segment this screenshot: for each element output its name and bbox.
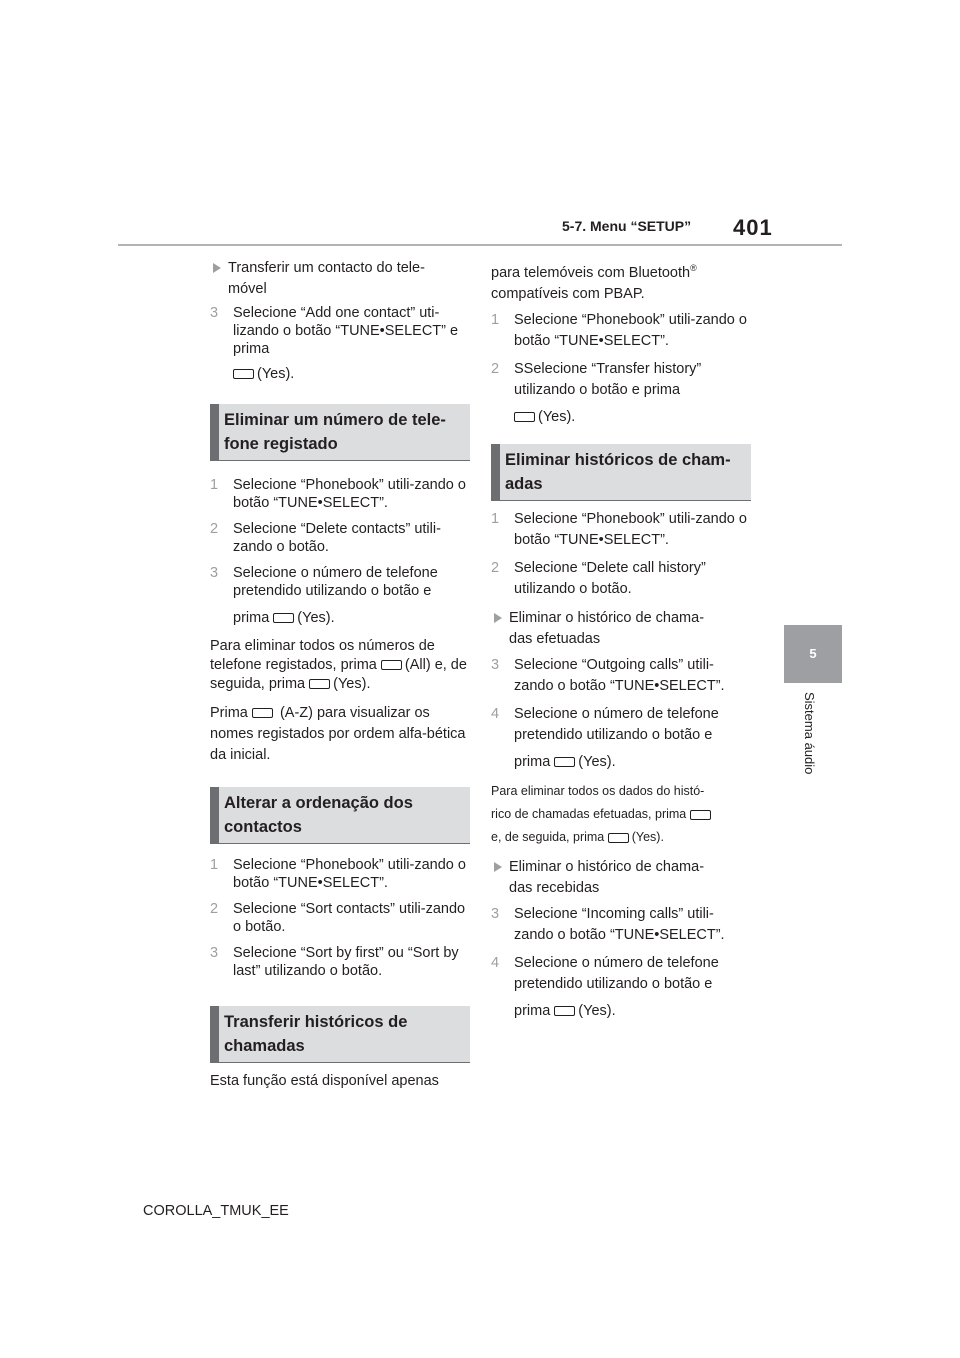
step-number: 1 [491,311,500,328]
az-button-icon [252,708,273,718]
paragraph-transfer-history: Esta função está disponível apenas [210,1073,439,1089]
step: 2 Selecione “Delete call history” utilizando o botão. [491,559,706,597]
all-button-icon [381,660,402,670]
step-number: 2 [210,521,219,537]
step-number: 3 [491,656,500,673]
step-number: 2 [210,901,219,917]
step-continuation: (Yes). [210,364,470,385]
step-number: 4 [491,705,500,722]
step-number: 1 [210,477,219,493]
left-column [210,258,470,1092]
step-number: 2 [491,360,500,377]
section-heading: Alterar a ordenação dos contactos [210,787,470,844]
footer-code: COROLLA_TMUK_EE [143,1203,289,1219]
yes-button-icon [233,369,254,379]
step-number: 2 [491,559,500,576]
step-number: 1 [210,857,219,873]
all-button-icon [690,810,711,820]
step: 4 Selecione o número de telefone pretendido utilizando o botão e [491,954,719,992]
section-heading: Eliminar um número de tele-fone registado [210,404,470,461]
section-heading: Transferir históricos de chamadas [210,1006,470,1063]
note-delete-outgoing: Para eliminar todos os dados do histó- rico de chamadas efetuadas, prima e, de seguida, prima (Yes). [491,780,751,849]
step: 1 Selecione “Phonebook” utili-zando o botão “TUNE•SELECT”. [491,510,747,548]
step-number: 3 [210,305,219,321]
section-title: 5-7. Menu “SETUP” [562,218,692,234]
yes-button-icon [514,412,535,422]
subsection-title: Eliminar o histórico de chama- das recebidas [491,857,751,899]
chapter-label: Sistema áudio [802,692,817,775]
step: 1 Selecione “Phonebook” utili-zando o botão “TUNE•SELECT”. [210,857,466,891]
step: 3 Selecione o número de telefone pretendido utilizando o botão e [210,565,438,599]
step: 2 SSelecione “Transfer history” utilizando o botão e prima [491,360,702,398]
step: 3 Selecione “Add one contact” uti-lizando o botão “TUNE•SELECT” e prima [210,305,459,357]
step-number: 3 [210,565,219,581]
step-continuation: prima (Yes). [514,753,616,770]
step-continuation: (Yes). [491,407,751,428]
right-column [491,258,751,1022]
step: 3 Selecione “Outgoing calls” utili-zando o botão “TUNE•SELECT”. [491,656,725,694]
step: 1 Selecione “Phonebook” utili-zando o botão “TUNE•SELECT”. [210,477,466,511]
chapter-number: 5 [809,646,817,661]
yes-button-icon [608,833,629,843]
step: 2 Selecione “Delete contacts” utili-zando o botão. [210,521,441,555]
subsection-title: Eliminar o histórico de chama- das efetuadas [491,608,751,650]
chapter-tab[interactable] [784,625,842,683]
step-number: 3 [491,905,500,922]
yes-button-icon [273,613,294,623]
yes-button-icon [309,679,330,689]
step: 2 Selecione “Sort contacts” utili-zando o botão. [210,901,466,935]
step-number: 3 [210,945,219,961]
step: 1 Selecione “Phonebook” utili-zando o botão “TUNE•SELECT”. [491,311,747,349]
paragraph-az: Prima (A-Z) para visualizar os nomes registados por ordem alfa-bética da inicial. [210,705,466,763]
step-continuation: prima (Yes). [233,610,335,626]
paragraph-transfer-history-cont: para telemóveis com Bluetooth® compatíveis com PBAP. [491,263,697,302]
section-heading: Eliminar históricos de cham-adas [491,444,751,501]
step: 3 Selecione “Sort by first” ou “Sort by last” utilizando o botão. [210,945,459,979]
step: 3 Selecione “Incoming calls” utili-zando o botão “TUNE•SELECT”. [491,905,725,943]
subsection-title: Transferir um contacto do tele- móvel [210,258,470,300]
header-rule [118,244,842,246]
yes-button-icon [554,757,575,767]
step-number: 1 [491,510,500,527]
step: 4 Selecione o número de telefone pretendido utilizando o botão e [491,705,719,743]
paragraph-delete-all: Para eliminar todos os números de telefone registados, prima (All) e, de seguida, prima (Yes). [210,638,467,692]
step-continuation: prima (Yes). [514,1002,616,1019]
page-number: 401 [733,215,773,240]
yes-button-icon [554,1006,575,1016]
step-number: 4 [491,954,500,971]
